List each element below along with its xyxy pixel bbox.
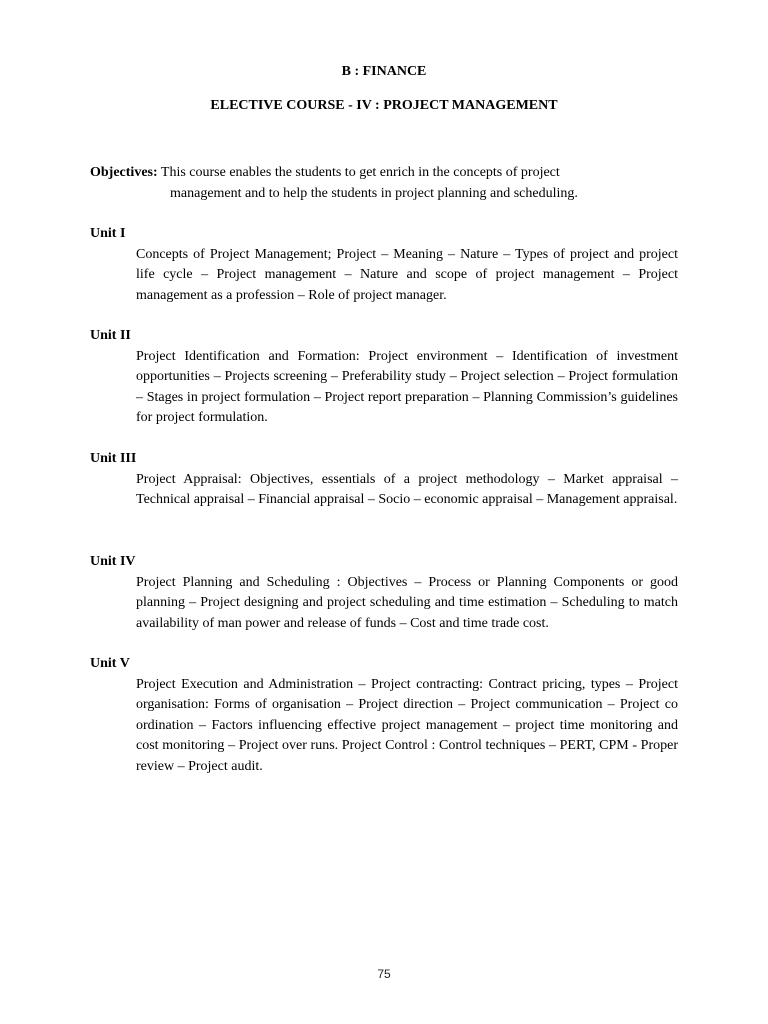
unit-title: Unit V xyxy=(90,656,130,671)
unit-title: Unit II xyxy=(90,328,131,343)
unit-body: Project Identification and Formation: Project environment – Identification of investment opportunities – Projects screening – Preferability study – Project selection – Project formulation – Stages in project formulation – Project report preparation – Planning Commission’s guidelines for project formulation. xyxy=(136,348,678,426)
objectives-paragraph xyxy=(90,163,670,204)
unit-body: Project Execution and Administration – Project contracting: Contract pricing, types – Project organisation: Forms of organisation – Project direction – Project communication – Project co ordination – Factors influencing effective project management – project time monitoring and cost monitoring – Project over runs. Project Control : Control techniques – PERT, CPM - Proper review – Project audit. xyxy=(136,676,678,774)
objectives-text-line2: management and to help the students in project planning and scheduling. xyxy=(170,185,578,201)
objectives-text-line1: This course enables the students to get enrich in the concepts of project xyxy=(160,165,560,180)
unit-section xyxy=(90,552,680,634)
unit-body: Project Appraisal: Objectives, essentials of a project methodology – Market appraisal – Technical appraisal – Financial appraisal – Socio – economic appraisal – Management appraisal. xyxy=(136,471,678,508)
unit-title: Unit I xyxy=(90,226,126,241)
page-number: 75 xyxy=(377,967,391,981)
section-heading: B : FINANCE xyxy=(341,64,427,79)
unit-title: Unit III xyxy=(90,451,137,466)
unit-body: Project Planning and Scheduling : Objectives – Process or Planning Components or good planning – Project designing and project scheduling and time estimation – Scheduling to match availability of man power and release of funds – Cost and time trade cost. xyxy=(136,574,678,631)
unit-section xyxy=(90,326,680,429)
unit-title: Unit IV xyxy=(90,554,136,569)
unit-section xyxy=(90,224,680,306)
course-title: ELECTIVE COURSE - IV : PROJECT MANAGEMENT xyxy=(210,98,558,113)
objectives-label: Objectives: xyxy=(90,165,158,180)
unit-body: Concepts of Project Management; Project – Meaning – Nature – Types of project and project life cycle – Project management – Nature and scope of project management – Project management as a profession – Role of project manager. xyxy=(136,246,678,303)
unit-section xyxy=(90,449,680,511)
unit-section xyxy=(90,654,680,778)
